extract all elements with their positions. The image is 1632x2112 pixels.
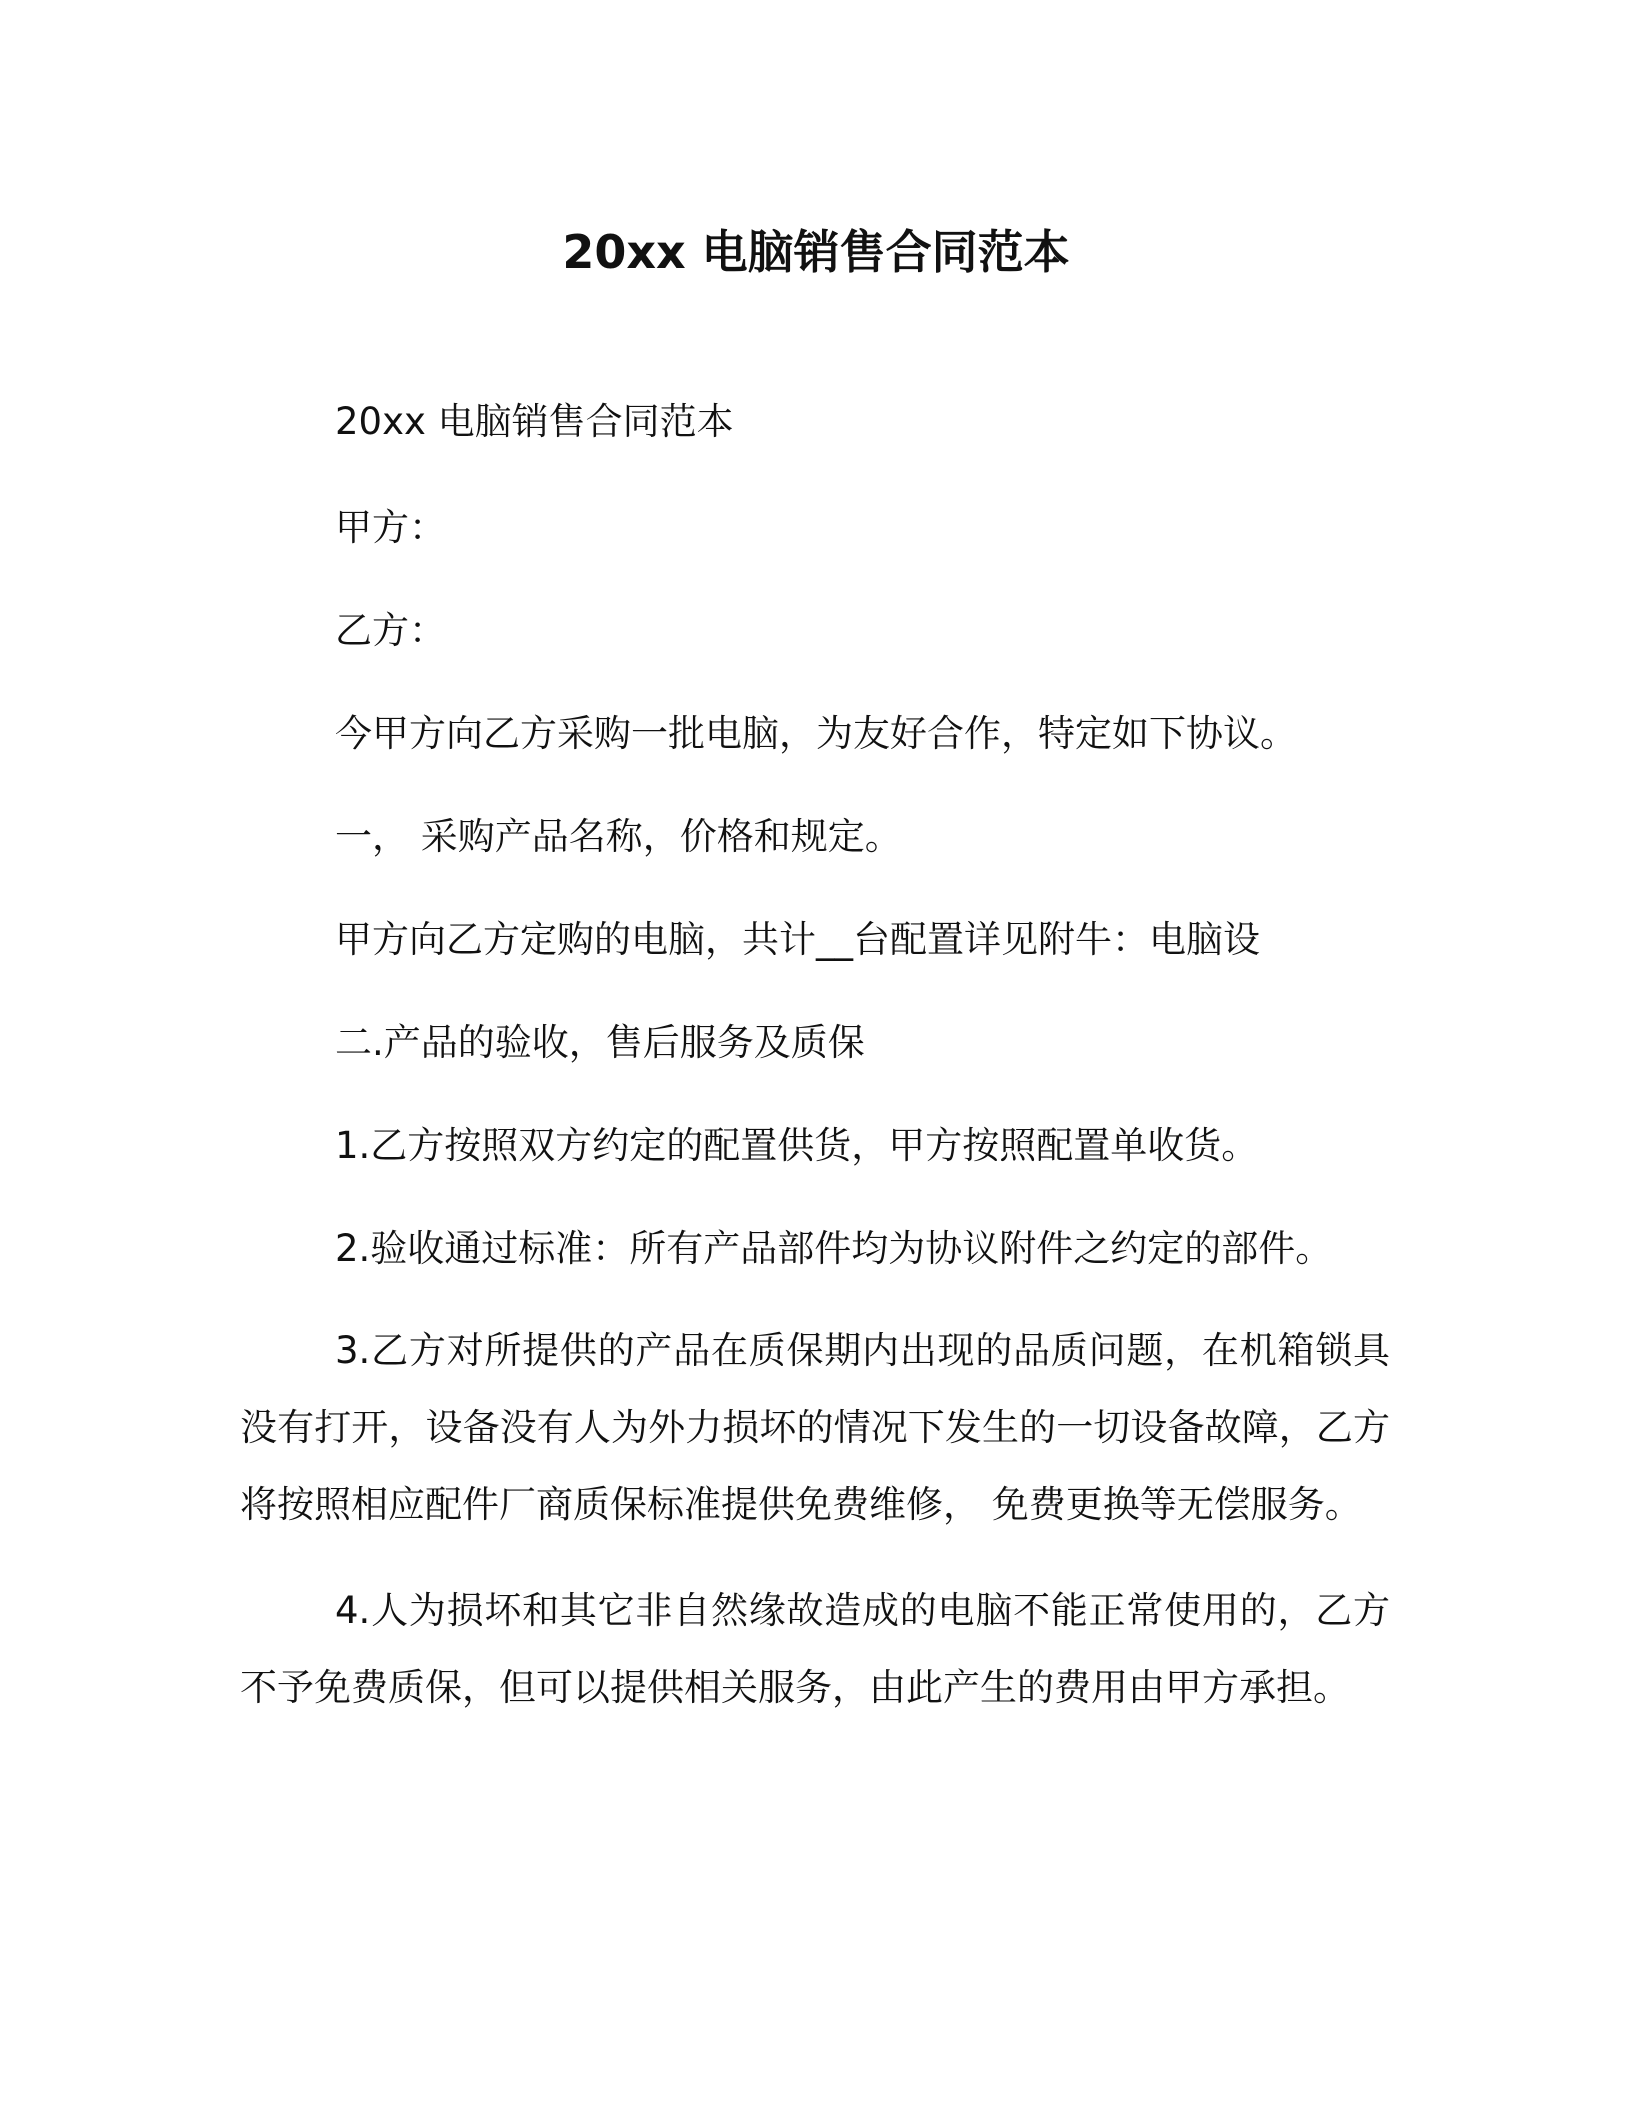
document-subtitle: 20xx 电脑销售合同范本 (335, 400, 734, 443)
clause-4: 4.人为损坏和其它非自然缘故造成的电脑不能正常使用的，乙方不予免费质保，但可以提供相关服务，由此产生的费用由甲方承担。 (240, 1589, 1390, 1709)
clause-1: 1.乙方按照双方约定的配置供货，甲方按照配置单收货。 (335, 1124, 1259, 1167)
section-2-heading: 二.产品的验收，售后服务及质保 (335, 1021, 865, 1064)
section-1-text: 甲方向乙方定购的电脑，共计__台配置详见附牛：电脑设 (335, 918, 1260, 961)
document-title: 20xx 电脑销售合同范本 (562, 225, 1070, 279)
clause-2: 2.验收通过标准：所有产品部件均为协议附件之约定的部件。 (335, 1227, 1333, 1270)
section-1-heading: 一， 采购产品名称，价格和规定。 (335, 815, 902, 858)
party-b-label: 乙方： (335, 609, 446, 652)
intro-text: 今甲方向乙方采购一批电脑，为友好合作，特定如下协议。 (335, 712, 1297, 755)
clause-3: 3.乙方对所提供的产品在质保期内出现的品质问题，在机箱锁具没有打开，设备没有人为外力损坏的情况下发生的一切设备故障，乙方将按照相应配件厂商质保标准提供免费维修， 免费更换等无偿服务。 (240, 1329, 1390, 1526)
party-a-label: 甲方： (335, 506, 446, 549)
